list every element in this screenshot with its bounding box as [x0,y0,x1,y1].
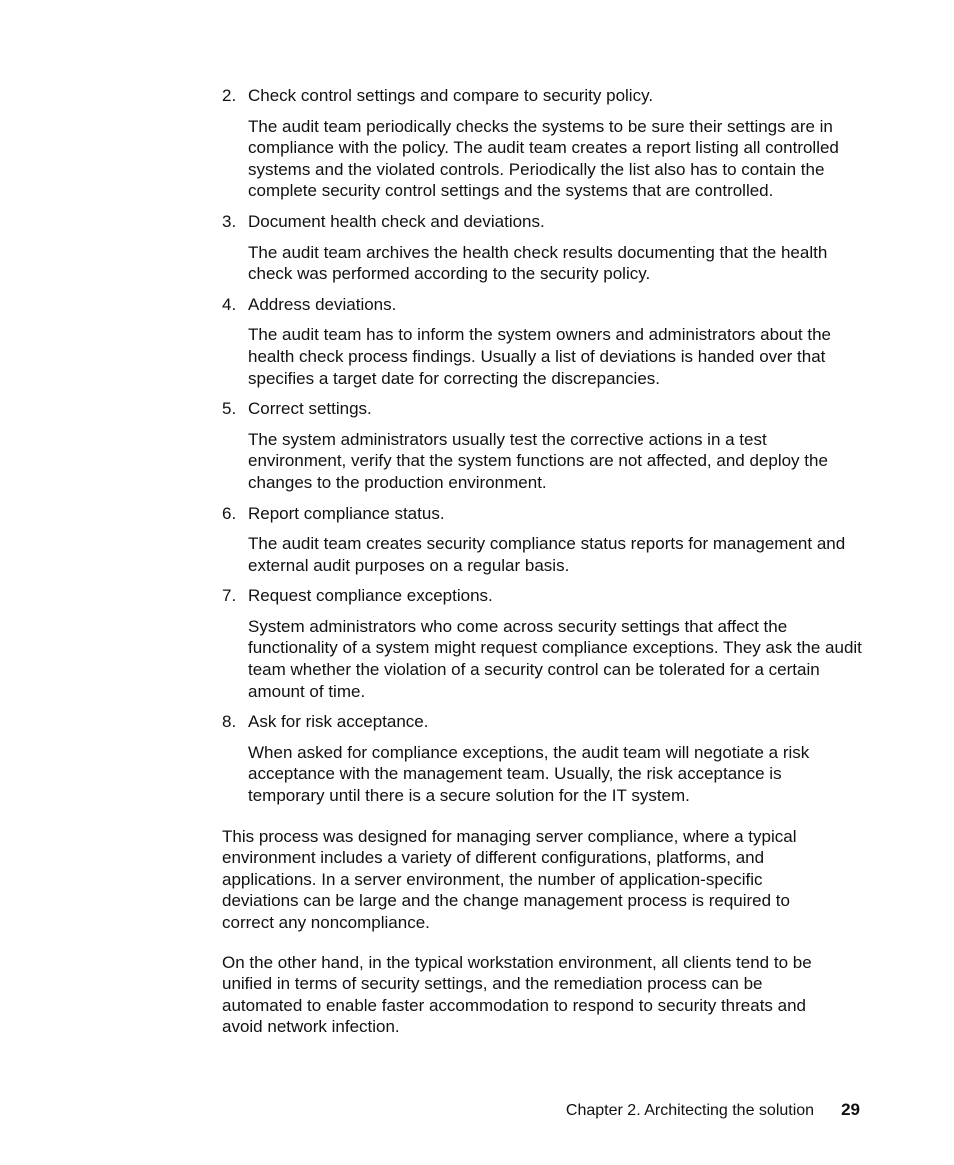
step-number: 4. [222,294,237,314]
page-content [222,85,862,1038]
body-paragraph-server-compliance: This process was designed for managing server compliance, where a typical environment includes a variety of different configurations, platforms, and applications. In a server environment, the number of application-specific deviations can be large and the change management process is required to correct any noncompliance. [222,826,797,932]
step-description: System administrators who come across security settings that affect the functionality of a system might request compliance exceptions. They ask the audit team whether the violation of a security control can be tolerated for a certain amount of time. [248,616,862,701]
body-paragraph-workstation-environment: On the other hand, in the typical workstation environment, all clients tend to be unified in terms of security settings, and the remediation process can be automated to enable faster accommodation to respond to security threats and avoid network infection. [222,952,812,1037]
step-title: Request compliance exceptions. [248,586,493,606]
list-item [222,85,862,202]
list-item [222,211,862,285]
step-description: The system administrators usually test the corrective actions in a test environment, verify that the system functions are not affected, and deploy the changes to the production environment. [248,429,828,492]
step-heading [222,711,862,733]
step-heading [222,211,862,233]
step-number: 8. [222,712,237,732]
step-title: Check control settings and compare to security policy. [248,86,654,105]
step-number: 3. [222,211,237,231]
step-heading [222,294,862,316]
step-heading [222,585,862,607]
footer-chapter-title: Chapter 2. Architecting the solution [565,1102,815,1119]
step-description: The audit team creates security compliance status reports for management and external audit purposes on a regular basis. [248,534,846,575]
step-title: Address deviations. [248,294,397,314]
page-footer [566,1099,860,1122]
step-number: 7. [222,586,237,606]
step-number: 6. [222,503,237,523]
step-title: Report compliance status. [248,503,445,523]
step-heading [222,85,862,107]
step-description: When asked for compliance exceptions, the audit team will negotiate a risk acceptance with the management team. Usually, the risk acceptance is temporary until there is a secure solution for the IT system. [248,742,810,806]
step-title: Ask for risk acceptance. [248,712,429,732]
page-number: 29 [841,1100,860,1119]
list-item [222,294,862,389]
step-title: Document health check and deviations. [248,211,545,231]
list-item [222,398,862,493]
step-description: The audit team periodically checks the systems to be sure their settings are in compliance with the policy. The audit team creates a report listing all controlled systems and the violated controls. Periodically the list also has to contain the complete security control settings and the systems that are controlled. [248,116,839,201]
list-item [222,585,862,702]
step-description: The audit team archives the health check results documenting that the health check was performed according to the security policy. [248,242,828,284]
step-number: 2. [222,86,237,105]
step-title: Correct settings. [248,399,372,419]
step-number: 5. [222,399,237,419]
step-heading [222,398,862,420]
step-description: The audit team has to inform the system owners and administrators about the health check process findings. Usually a list of deviations is handed over that specifies a target date for correcting the discrepancies. [248,325,832,388]
step-heading [222,503,862,525]
list-item [222,503,862,577]
list-item [222,711,862,806]
process-steps-list [222,85,862,807]
